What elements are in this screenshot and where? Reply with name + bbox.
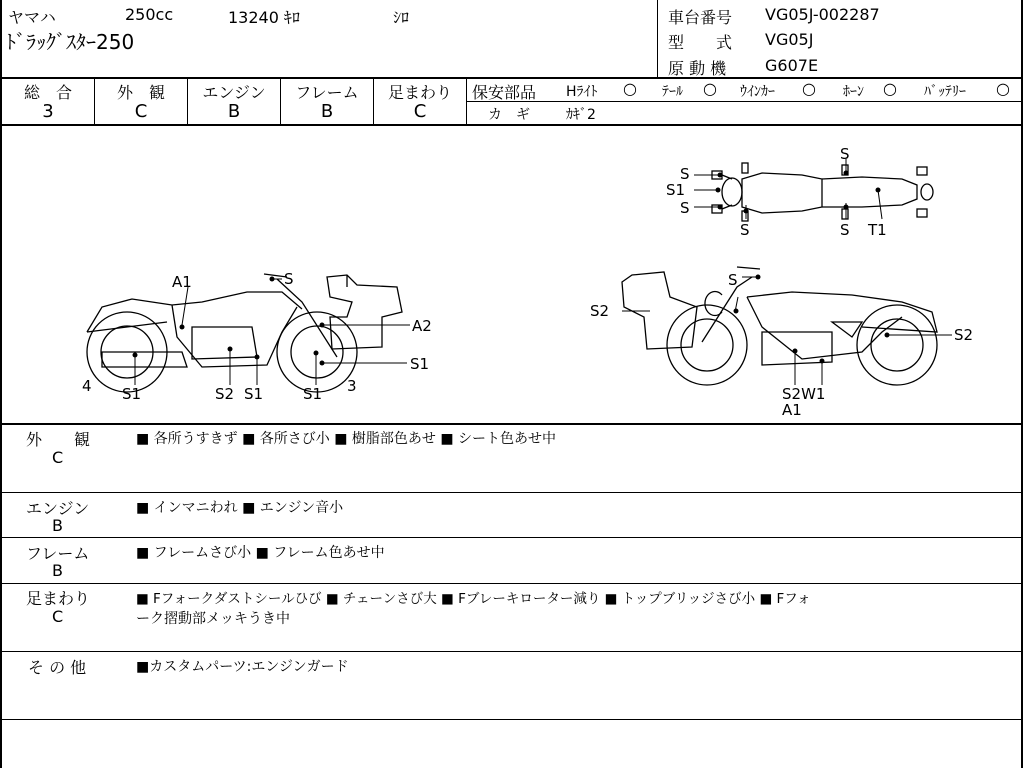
grade-suspension-value: C <box>413 101 427 122</box>
left-label-s1-right: S1 <box>410 355 430 373</box>
left-label-s1-b: S1 <box>244 385 264 403</box>
left-label-4: 4 <box>82 377 92 395</box>
horn-ok-icon: ○ <box>883 79 897 98</box>
bike-right-side <box>622 267 937 385</box>
row-line-3 <box>0 583 1023 584</box>
remark-exterior-grade: C <box>52 448 64 467</box>
safety-headlight-label: Hﾗｲﾄ <box>566 84 598 100</box>
remark-exterior-text: ■ 各所うすきず ■ 各所さび小 ■ 樹脂部色あせ ■ シート色あせ中 <box>136 431 557 447</box>
safety-battery-label: ﾊﾞｯﾃﾘｰ <box>924 84 966 100</box>
remark-suspension-label: 足まわり <box>26 589 91 608</box>
key-value: ｶｷﾞ2 <box>566 107 596 123</box>
grade-frame-value: B <box>320 101 334 122</box>
remark-other-text: ■カスタムパーツ:エンジンガード <box>136 659 349 675</box>
frame-no-label: 車台番号 <box>668 8 733 27</box>
displacement: 250cc <box>125 5 174 24</box>
safety-midline <box>466 101 1023 102</box>
header-divider-vertical <box>657 0 658 78</box>
remark-engine-text: ■ インマニわれ ■ エンジン音小 <box>136 500 344 516</box>
top-label-t1: T1 <box>868 221 887 239</box>
headlight-ok-icon: ○ <box>623 79 637 98</box>
model-name: ﾄﾞﾗｯｸﾞｽﾀｰ250 <box>6 30 135 54</box>
row-line-1 <box>0 492 1023 493</box>
top-label-s-lower: S <box>680 199 690 217</box>
header-bottom-line <box>0 77 1023 79</box>
frame-no: VG05J-002287 <box>765 5 880 24</box>
row-line-2 <box>0 537 1023 538</box>
row-line-4 <box>0 651 1023 652</box>
remark-frame-text: ■ フレームさび小 ■ フレーム色あせ中 <box>136 545 385 561</box>
grade-suspension-label: 足まわり <box>387 83 452 102</box>
top-label-s-bottom: S <box>740 221 750 239</box>
right-label-a1: A1 <box>782 401 802 419</box>
row-line-5 <box>0 719 1023 720</box>
type-label: 型 式 <box>668 33 733 52</box>
right-label-s2w1: S2W1 <box>782 385 826 403</box>
right-label-s-top: S <box>728 271 738 289</box>
remark-suspension-text: ■ Fフォークダストシールひび ■ チェーンさび大 ■ Fブレーキローター減り ■ トップブリッジさび小 ■ Fフォ <box>136 591 811 607</box>
grade-overall-value: 3 <box>42 101 54 122</box>
grade-engine-label: エンジン <box>202 83 266 102</box>
left-label-s2: S2 <box>215 385 235 403</box>
left-label-s-top: S <box>284 270 294 288</box>
remark-other-label: そ の 他 <box>28 658 87 677</box>
left-label-s1-c: S1 <box>303 385 323 403</box>
safety-tail-label: ﾃｰﾙ <box>662 84 683 100</box>
remark-engine-grade: B <box>52 516 63 535</box>
top-label-s-rear-top: S <box>840 145 850 163</box>
battery-ok-icon: ○ <box>996 79 1010 98</box>
body-color: ｼﾛ <box>393 8 410 27</box>
mileage: 13240 ｷﾛ <box>228 8 300 27</box>
top-label-s1: S1 <box>666 181 686 199</box>
grade-frame-label: フレーム <box>295 83 359 102</box>
right-label-s2-left: S2 <box>590 302 610 320</box>
grade-exterior-value: C <box>134 101 148 122</box>
engine-model-label: 原 動 機 <box>668 59 727 78</box>
left-label-3: 3 <box>347 377 357 395</box>
grade-exterior-label: 外 観 <box>116 83 165 102</box>
diagram-bottom-line <box>0 423 1023 425</box>
left-label-s1-a: S1 <box>122 385 142 403</box>
bike-left-side <box>87 274 402 392</box>
maker: ヤマハ <box>8 8 56 27</box>
grade-overall-label: 総 合 <box>23 83 72 102</box>
type-value: VG05J <box>765 30 814 49</box>
remark-suspension-text-continued: ーク摺動部メッキうき中 <box>136 611 290 627</box>
safety-horn-label: ﾎｰﾝ <box>843 84 864 100</box>
grades-bottom-line <box>0 124 1023 126</box>
safety-parts-label: 保安部品 <box>472 83 537 102</box>
winker-ok-icon: ○ <box>802 79 816 98</box>
remark-frame-grade: B <box>52 561 63 580</box>
engine-model: G607E <box>765 56 819 75</box>
left-label-a2: A2 <box>412 317 432 335</box>
damage-diagram <box>2 127 1022 423</box>
remark-suspension-grade: C <box>52 607 64 626</box>
key-label: カ ギ <box>488 107 530 123</box>
left-label-a1: A1 <box>172 273 192 291</box>
remark-exterior-label: 外 観 <box>26 430 91 449</box>
top-label-s-upper: S <box>680 165 690 183</box>
remark-engine-label: エンジン <box>26 499 90 518</box>
safety-winker-label: ｳｲﾝｶｰ <box>740 84 775 100</box>
top-label-s-rear-bottom: S <box>840 221 850 239</box>
grade-engine-value: B <box>227 101 241 122</box>
remark-frame-label: フレーム <box>26 544 90 563</box>
tail-ok-icon: ○ <box>703 79 717 98</box>
right-label-s2-right: S2 <box>954 326 974 344</box>
